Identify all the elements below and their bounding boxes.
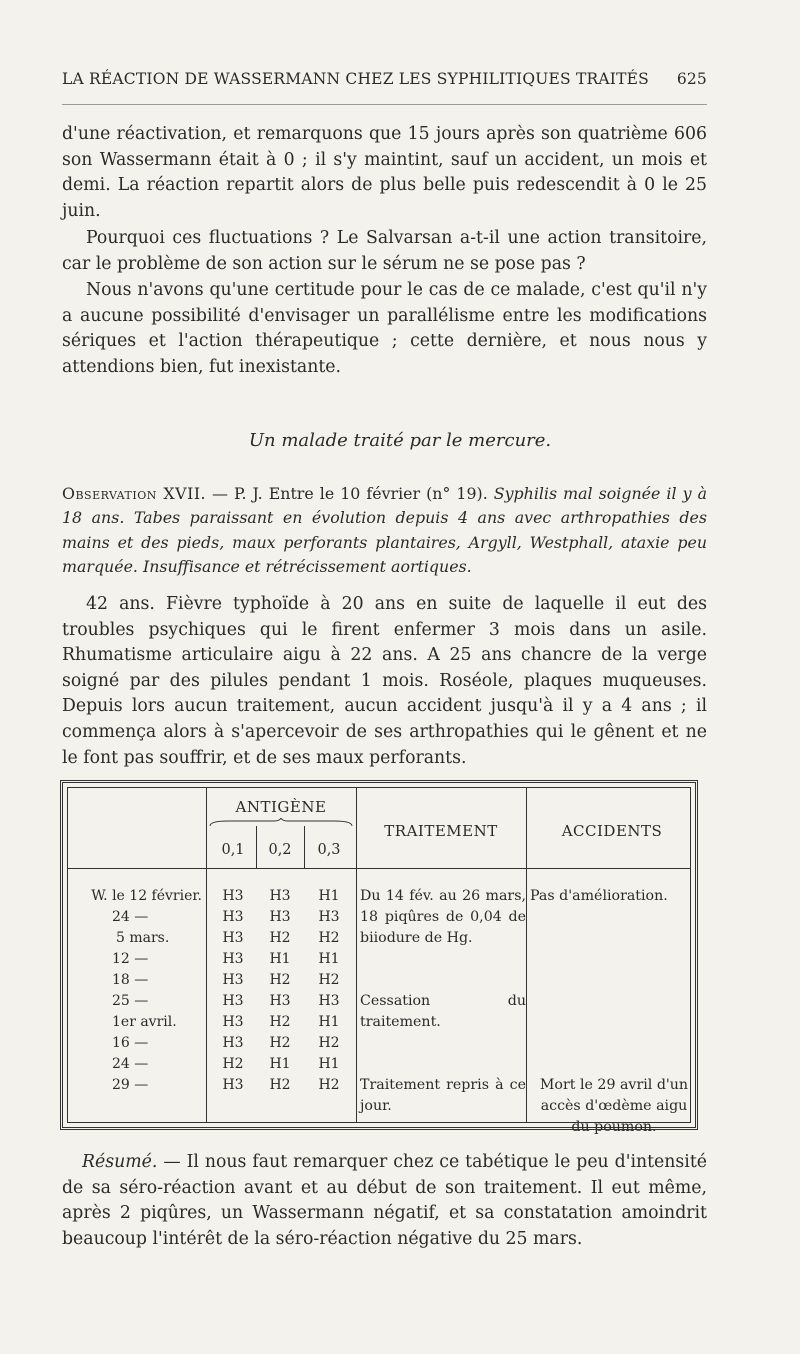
- antigen-cell: H1: [318, 1056, 340, 1072]
- history-paragraph: 42 ans. Fièvre typhoïde à 20 ans en suite de laquelle il eut des troubles psychiques qui le firent enfermer 3 mois dans un asile. Rhumatisme articulaire aigu à 22 ans. A 25 ans chancre de la verge soigné par des pilules pendant 1 mois. Roséole, plaques muqueuses. Depuis lors aucun traitement, aucun accident jusqu'à il y a 4 ans ; il commença alors à s'apercevoir de ses arthropathies qui le gênent et ne le font pas souffrir, et de ses maux perforants.: [62, 594, 707, 768]
- antigen-cell: H3: [318, 909, 340, 925]
- antigen-cell: H3: [269, 993, 291, 1009]
- accident-note: Mort le 29 avril d'un accès d'œdème aigu du poumon.: [539, 1077, 689, 1135]
- accidents-header: ACCIDENTS: [561, 822, 663, 840]
- antigen-cell: H3: [222, 888, 244, 904]
- accident-note: Pas d'amélioration.: [530, 888, 668, 904]
- paragraph-1: d'une réactivation, et remarquons que 15 jours après son quatrième 606 son Wassermann était à 0 ; il s'y maintint, sauf un accident, un mois et demi. La réaction repartit alors de plus belle puis redescendit à 0 le 25 juin.: [62, 124, 707, 221]
- antigen-cell: H2: [318, 1035, 340, 1051]
- antigen-cell: H2: [222, 1056, 244, 1072]
- antigen-cell: H3: [222, 1035, 244, 1051]
- antigen-cell: H2: [269, 1014, 291, 1030]
- observation-label: Observation XVII.: [62, 484, 207, 503]
- date-cell: 5 mars.: [116, 930, 170, 946]
- treatment-note: Du 14 fév. au 26 mars, 18 piqûres de 0,04 de biiodure de Hg.: [360, 888, 526, 946]
- table-frame: [67, 787, 691, 1135]
- dose-header: 0,3: [317, 842, 341, 858]
- table-row: [68, 949, 690, 970]
- table-row: [68, 1054, 690, 1075]
- table-row: [68, 970, 690, 991]
- antigen-cell: H2: [269, 1035, 291, 1051]
- antigen-cell: H3: [222, 993, 244, 1009]
- antigen-cell: H2: [269, 972, 291, 988]
- observation-diagnosis: Syphilis mal soignée il y à 18 ans. Tabes paraissant en évolution depuis 4 ans avec arthropathies des mains et des pieds, maux perforants plantaires, Argyll, Westphall, ataxie peu marquée. Insuffisance et rétrécissement aortiques.: [62, 484, 708, 576]
- date-cell: 18 —: [112, 972, 149, 988]
- antigen-cell: H2: [318, 1077, 340, 1093]
- summary-label: Résumé.: [82, 1152, 158, 1172]
- antigen-cell: H3: [222, 1014, 244, 1030]
- table-row: [68, 1033, 690, 1054]
- date-cell: W. le 12 février.: [91, 888, 202, 904]
- antigen-cell: H3: [269, 909, 291, 925]
- antigen-cell: H3: [318, 993, 340, 1009]
- antigen-cell: H3: [222, 951, 244, 967]
- page-number: 625: [676, 70, 707, 88]
- treatment-note: Traitement repris à ce jour.: [360, 1077, 526, 1114]
- date-cell: 25 —: [112, 993, 149, 1009]
- antigen-cell: H2: [318, 972, 340, 988]
- observation-heading: [62, 482, 707, 579]
- running-title: LA RÉACTION DE WASSERMANN CHEZ LES SYPHILITIQUES TRAITÉS: [62, 70, 649, 88]
- antigen-cell: H1: [318, 1014, 340, 1030]
- antigen-cell: H3: [222, 909, 244, 925]
- antigen-cell: H2: [269, 1077, 291, 1093]
- date-cell: 24 —: [112, 1056, 149, 1072]
- brace-icon: [208, 818, 354, 828]
- date-cell: 16 —: [112, 1035, 149, 1051]
- date-cell: 12 —: [112, 951, 149, 967]
- dose-header: 0,2: [268, 842, 292, 858]
- antigen-cell: H3: [222, 1077, 244, 1093]
- antigen-cell: H3: [222, 972, 244, 988]
- date-cell: 1er avril.: [112, 1014, 177, 1030]
- antigen-cell: H2: [269, 930, 291, 946]
- dose-header: 0,1: [221, 842, 245, 858]
- summary-paragraph: [62, 1150, 707, 1252]
- date-cell: 24 —: [112, 909, 149, 925]
- antigen-cell: H1: [318, 888, 340, 904]
- antigen-cell: H2: [318, 930, 340, 946]
- observation-intro: — P. J. Entre le 10 février (n° 19).: [206, 484, 494, 503]
- traitement-header: TRAITEMENT: [384, 822, 498, 840]
- summary-text: — Il nous faut remarquer chez ce tabétique le peu d'intensité de sa séro-réaction avant et au début de son traitement. Il eut même, après 2 piqûres, un Wassermann négatif, et sa constatation amoindrit beaucoup l'intérêt de la séro-réaction négative du 25 mars.: [62, 1152, 707, 1249]
- antigene-header: ANTIGÈNE: [235, 798, 327, 816]
- paragraph-3: Nous n'avons qu'une certitude pour le cas de ce malade, c'est qu'il n'y a aucune possibilité d'envisager un parallélisme entre les modifications sériques et l'action thérapeutique ; cette dernière, et nous nous y attendions bien, fut inexistante.: [62, 280, 707, 377]
- antigen-cell: H1: [269, 951, 291, 967]
- paragraph-2: Pourquoi ces fluctuations ? Le Salvarsan a-t-il une action transitoire, car le problème de son action sur le sérum ne se pose pas ?: [62, 228, 707, 274]
- antigen-cell: H1: [318, 951, 340, 967]
- header-rule: [68, 868, 690, 869]
- serology-table: [60, 780, 698, 1135]
- running-head: [62, 70, 707, 88]
- antigen-cell: H3: [269, 888, 291, 904]
- antigen-cell: H1: [269, 1056, 291, 1072]
- date-cell: 29 —: [112, 1077, 149, 1093]
- treatment-note: Cessation du traitement.: [360, 993, 526, 1030]
- section-title: Un malade traité par le mercure.: [248, 430, 552, 451]
- antigen-cell: H3: [222, 930, 244, 946]
- header-rule: [62, 104, 707, 105]
